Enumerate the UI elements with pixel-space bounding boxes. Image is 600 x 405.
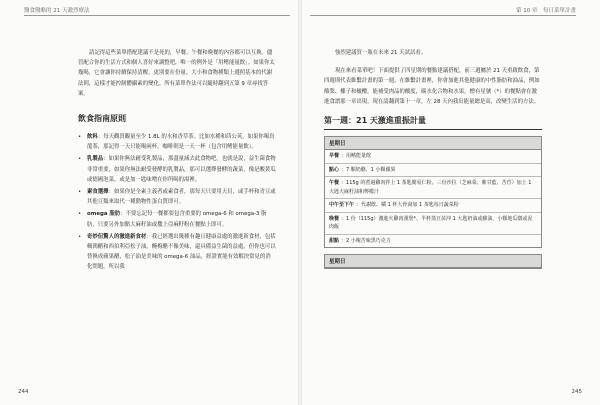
- bullet-icon: •: [78, 233, 82, 240]
- guideline-text: ：如果你無法耐受乳製品，那盡量減去此食物吧。也就是說，益生菌食物非常重要，如果你無法耐受發酵的乳製品，那可以選擇發酵的蔬菜，像是酸黃瓜或德國泡菜，或是加一匙味噌在你所喝的湯裡。: [87, 156, 276, 183]
- guideline-text: ：每天觀買觀量至少 1.8L 的水和香草茶。比如水種和茴公英，如果你喝鳥龍茶，那記得一天只能喝兩杯。咖啡則是一天一杯（包含用鳍能量飲）。: [87, 134, 275, 151]
- bullet-icon: •: [78, 156, 82, 163]
- day-label: 星期日: [325, 137, 541, 150]
- guideline-text: ：不要忘記每一餐都要包含重要的 omega-6 和 omega-3 脂肪，只要另外加點大麻籽油或撒上亞麻籽粉在餐點上即可。: [87, 211, 267, 228]
- left-running-head: 醫食醫酪的 21 天激烈療法: [24, 8, 90, 14]
- meal-row: [325, 177, 541, 199]
- meal-row: [325, 164, 541, 178]
- meal-detail: ：代謝飲、橘 1 杯大骨湯加 1 茶匙每日蔬菜粉: [356, 202, 459, 209]
- meal-row: [325, 213, 541, 235]
- meal-detail: ：7 顆奶酪、1 小顆蘋果: [341, 166, 396, 173]
- section-title: 飲食指南原則: [78, 114, 126, 124]
- meal-detail: ：1 份（115g）激進火雞肉漢堡*、半杯蒸豆苗沖 1 大匙奶油或蘇油、小顆地瓜燉或泥肉飯: [329, 215, 533, 231]
- meal-row: [325, 150, 541, 164]
- meal-name: 甜點: [329, 237, 340, 244]
- day-menu-box: [324, 136, 542, 248]
- guideline-item: [78, 132, 276, 152]
- guideline-item: [78, 232, 276, 273]
- guideline-term: 飲料: [87, 134, 98, 141]
- bullet-icon: •: [78, 134, 82, 141]
- week-title: 第一週：21 天激進重振計量: [324, 115, 542, 130]
- menu-intro-paragraph: 現在來看菜單吧！下面提供了四星期的餐點建議搭配，前三週屬於 21 天重啟飲食，第四週則代表維繫計畫的第一週，在維繫計畫裡，你會加進其他健康的中性脂肪和油品，例如酪梨、椰子和橄欖。能補受肉品的酸度，碳水化合物和水果，標有星號（*）的餐點會在激進食譜那一章出現，現在請翻到第十一章，左 28 天內我出能量總是高，改變生活的方法。: [324, 68, 540, 105]
- guideline-text: ：我已經選出幾種有趣且健康益處的激進新食材，包括鵪鶉醋和西伯利亞松子油。醃梅醋不像美味，還具備益生菌的益處，但你也可以替換成蘋果醋，松子油是美味的 omega-6 油品，經證實能有效解決常見的消化問題，所以我: [87, 233, 276, 271]
- meal-row: [325, 199, 541, 213]
- bullet-icon: •: [78, 211, 82, 218]
- meal-name: 早餐: [329, 153, 340, 160]
- guideline-item: [78, 209, 276, 229]
- meal-detail: ：2 小塊苦味黑巧克力: [341, 237, 391, 244]
- meal-detail: ：115g 的煮過雞肉拌上 1 茶匙簡易仁粉、三份沙拉（芝麻菜、紫甘藍、苦苣）加上 1 大匙大麻籽油和檸檬汁: [329, 180, 532, 195]
- guideline-term: omega 脂肪: [87, 211, 121, 218]
- right-running-head: 第 10 章 每日菜單計畫: [516, 8, 576, 14]
- day-label: 星期日: [325, 255, 541, 268]
- guideline-text: ：如果你是全素主義者或素食者，那每天只要用天貝，或手杯和青豆或其他豆類來取代一種動物性蛋白質即可。: [87, 189, 276, 206]
- continued-paragraph: 強烈建議買一瓶在未來 21 天試試看。: [335, 50, 427, 56]
- left-page-number: 244: [18, 389, 29, 395]
- right-content: [324, 48, 542, 275]
- guideline-term: 奇妙但驚人的激進新食材: [87, 233, 147, 240]
- meal-detail: ：用鳍能量飲: [341, 153, 372, 160]
- guideline-item: [78, 187, 276, 207]
- left-header-rule: [24, 15, 290, 16]
- bullet-icon: •: [78, 189, 82, 196]
- day-menu-box: [324, 254, 542, 269]
- guideline-term: 乳製品: [87, 156, 104, 163]
- guideline-list: [78, 132, 276, 273]
- intro-paragraph: 請記得這些菜單搭配建議不是死的，早餐、午餐和晚餐的內容都可以互換。儘管配合你的生活方式和個人喜好來調整吧，唯一的例外是「用鳍能量飲」。如果你太幾喝，它會讓你持續保持清醒，更別要在份量、大小和食物種類上遵照基本的代謝法則，這樣才能控制體攝素的變化。所有菜單作法可以隨時翻到五第 9 章尋找答案。: [78, 50, 275, 97]
- guideline-term: 素食選擇: [87, 189, 109, 196]
- meal-name: 中午至下午: [329, 202, 355, 209]
- right-page-number: 245: [571, 389, 582, 395]
- meal-name: 點心: [329, 166, 340, 173]
- right-page: [302, 0, 600, 405]
- meal-row: [325, 235, 541, 248]
- right-header-rule: [310, 15, 576, 16]
- left-content: [78, 48, 276, 275]
- meal-name: 晚餐: [329, 215, 340, 222]
- guideline-item: [78, 154, 276, 185]
- meal-name: 午餐: [329, 180, 340, 187]
- left-page: [0, 0, 298, 405]
